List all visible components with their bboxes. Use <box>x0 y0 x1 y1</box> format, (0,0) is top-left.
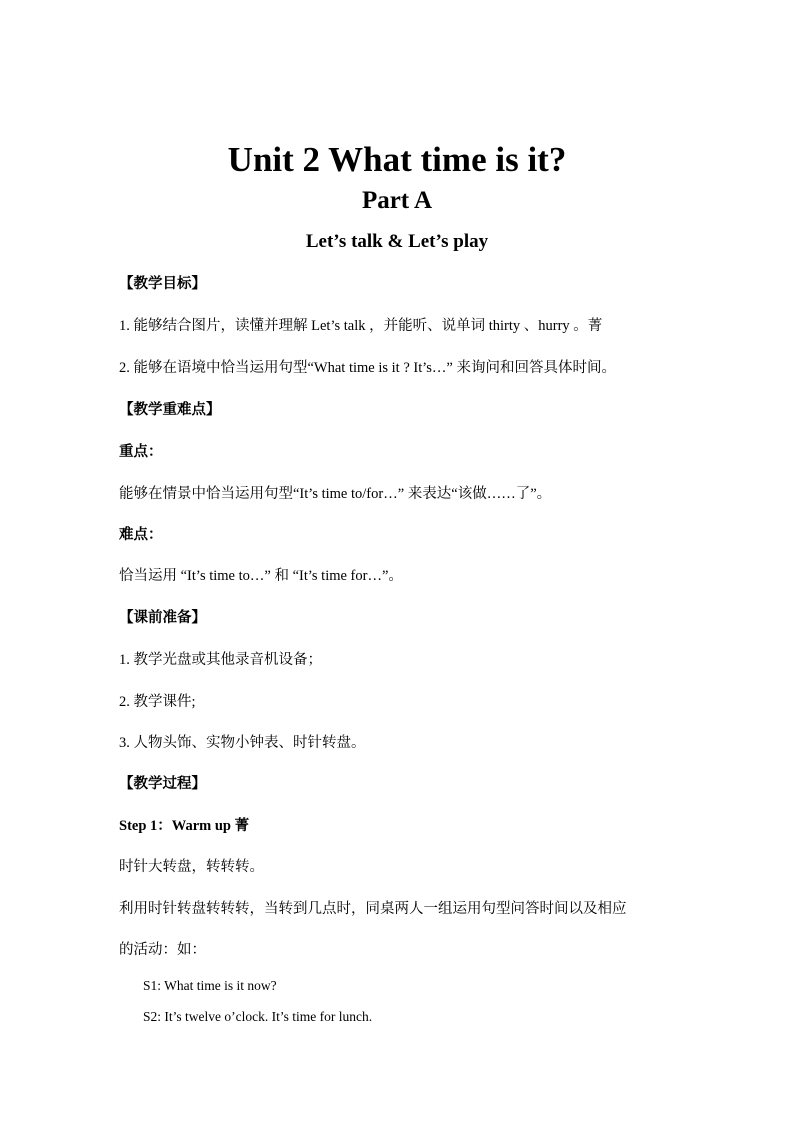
key-points-heading: 【教学重难点】 <box>119 402 221 418</box>
step1-heading: Step 1：Warm up 菁 <box>119 818 250 834</box>
lesson-title: Unit 2 What time is it? <box>227 140 567 179</box>
preparation-item-3: 3. 人物头饰、实物小钟表、时针转盘。 <box>119 735 366 751</box>
process-paragraph-3: 的活动：如： <box>119 942 206 958</box>
objectives-heading: 【教学目标】 <box>119 276 206 292</box>
preparation-item-1: 1. 教学光盘或其他录音机设备； <box>119 652 322 668</box>
key-label: 重点： <box>119 444 163 460</box>
dialogue-line-1: S1: What time is it now? <box>143 978 277 993</box>
key-text: 能够在情景中恰当运用句型“It’s time to/for…” 来表达“该做……了”。 <box>119 486 552 502</box>
difficult-text: 恰当运用 “It’s time to…” 和 “It’s time for…”。 <box>119 568 403 584</box>
preparation-item-2: 2. 教学课件; <box>119 694 196 710</box>
lesson-subtitle: Let’s talk & Let’s play <box>305 231 489 252</box>
objective-item-1: 1. 能够结合图片，读懂并理解 Let’s talk ，并能听、说单词 thirty 、hurry 。菁 <box>119 318 603 334</box>
process-paragraph-1: 时针大转盘，转转转。 <box>119 859 264 875</box>
objective-item-2: 2. 能够在语境中恰当运用句型“What time is it ? It’s…” 来询问和回答具体时间。 <box>119 360 616 376</box>
process-heading: 【教学过程】 <box>119 776 206 792</box>
part-title: Part A <box>361 187 433 214</box>
dialogue-line-2: S2: It’s twelve o’clock. It’s time for lunch. <box>143 1009 373 1024</box>
process-paragraph-2: 利用时针转盘转转转，当转到几点时，同桌两人一组运用句型问答时间以及相应 <box>119 901 627 917</box>
difficult-label: 难点： <box>119 527 163 543</box>
preparation-heading: 【课前准备】 <box>119 610 206 626</box>
